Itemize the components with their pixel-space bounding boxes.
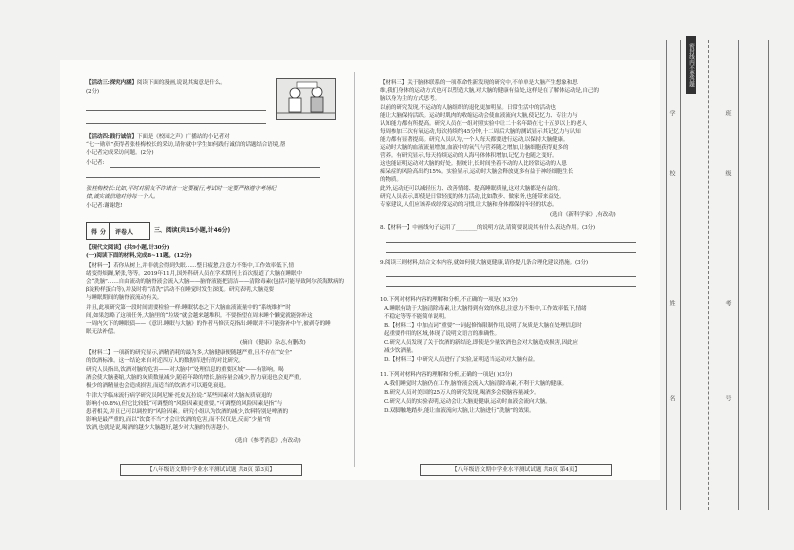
- exam-page-4: 【材料三】关于脑体联系的一项革命性新发现的研究中,不单单是大脑产生想象和思 维,我们身体的运动方式也可以塑造大脑,对大脑的健康有益处,这样是在了解体运动是,自己的 脑以身为主的方式思考。 以前的研究发现,不运动的人脑组织的退化更加明显。日常生活中的活动也 能让大脑保持活跃。运动时肌肉的收缩运动会使血液流向大脑,使记忆力、专注力与 认知能力都有所提高。研究人员在一组对照实验中让二十名年龄在七十五岁以上的老人 每周参加三次有氧运动,每次持续约45分钟,十二周后大脑的测试显示其记忆力与认知 能力都有显著提高。研究人员认为,一个人每天都要进行运动,以保持大脑健康。 运动时大脑的血液流量增加,血液中的氧气与营养随之增加,让脑细胞获得更多的 营养。有研究显示,每天持续运动的人海马体体积增加,记忆力也随之变好。 这也能证明运动对大脑的好处。据统计,长时间坐着不动的人比经常运动的人患 痴呆症的风险高出约15%。实验显示,运动时大脑会释放更多有益于神经细胞生长 的物质。 此外,运动还可以减轻压力、改善情绪、提高睡眠质量,这对大脑都是有益的。 研究人员表示,即使是日常轻度的体力活动,比如散步、做家务,也能带来益处。 专家建议,人们应该养成经常运动的习惯,让大脑和身体都保持年轻的状态。 (选自《新科学家》,有改动) 8.【材料一】中画线句子运用了________的说明方法,请简要说说其有什么表达作用。(3分) 9.阅读三则材料,结合文本内容,就如何使大脑更健康,请你提几条合理化建议措施。(3分) 10.下列对材料内容的理解和分析,不正确的一项是( )(3分) A.睡眠有助于大脑清除毒素,让大脑得到有效的休息,注意力不集中,工作效率低下,情绪 不稳定等等不能简单说明。 B.【材料二】中加点词“重要”一词起修饰限制作用,说明了灰质是大脑在处理信息时 起重要作用的区域,体现了说明文语言的准确性。 C.研究人员发现了关于饮酒的新结论,即使是少量饮酒也会对大脑造成损害,因此应 减少饮酒量。 D.【材料三】中研究人员进行了实验,证明适当运动对大脑有益。 11.下列对材料内容的理解和分析,正确的一项是( )(3分) A.我们睡觉时大脑仍在工作,脑脊液会流入大脑清除毒素,不利于大脑的健康。 B.研究人员对美国的25万人的研究发现,喝酒多会使脑容量减少。 C.研究人员的实验表明,运动会让大脑更健康,运动时血液会流向大脑。 D.双脚触地踏步,能让血液流向大脑,让大脑进行“洗脑”的效果。 【八年级语文期中学业水平测试试题 共8页 第4页】: [360, 60, 660, 480]
- score-box: 得 分 评卷人: [86, 222, 150, 240]
- section-title: 三、阅读(共15小题,计46分): [154, 227, 231, 234]
- principal-line: 律,诚实诚信地对待每一个人。: [86, 194, 159, 200]
- binding-strip: [664, 0, 794, 550]
- subsection-title: 【现代文阅读】(共9小题,计30分): [86, 245, 170, 251]
- q-explore-score: (2分): [86, 89, 99, 95]
- answer-line: [386, 242, 636, 243]
- part-one-title: (一)阅读下面的材料,完成8~11题。(12分): [86, 253, 192, 259]
- page-divider: [354, 72, 355, 467]
- material-2-source: (选自《参考消息》,有改动): [235, 438, 301, 444]
- seal-mark: 考: [724, 300, 731, 306]
- material-1-source: (摘自《健康》杂志,有删改): [240, 340, 306, 346]
- question-10: 10.下列对材料内容的理解和分析,不正确的一项是( )(3分): [380, 297, 518, 303]
- q-explore: 【活动三:探究内涵】阅读下面的漫画,说说其寓意是什么。: [86, 80, 226, 86]
- reporter-label: 小记者:: [86, 160, 105, 166]
- seal-line: [708, 40, 709, 510]
- page-footer: 【八年级语文期中学业水平测试试题 共8页 第3页】: [120, 464, 302, 476]
- answer-line: [86, 123, 266, 124]
- seal-mark: 号: [724, 395, 731, 401]
- seal-mark: 班: [724, 110, 731, 116]
- answer-line: [386, 252, 636, 253]
- seal-mark: 学: [668, 110, 675, 116]
- material-3-source: (选自《新科学家》,有改动): [550, 212, 616, 218]
- q-practice-line: 小记者完成采访问题。(2分): [86, 150, 154, 156]
- exam-page-3: 【活动三:探究内涵】阅读下面的漫画,说说其寓意是什么。 (2分) 【活动四:践行诚信】下面是《校园之声》广播站的小记者对 “七一勋章”获得者张桂梅校长的采访,请你就中学生如何践行诚信的话题结合语境,帮 小记者完成采访问题。(2分) 小记者: 张桂梅校长:比如,平时对朋友不许诺言一定要履行,考试时一定要严格遵守考场纪 律,诚实诚信地对待每一个人。 小记者:谢谢您! 得 分 评卷人 三、阅读(共15小题,计46分) 【现代文阅读】(共9小题,计30分) (一)阅读下面的材料,完成8~11题。(12分) 【材料一】若你从树上,并非就会得到失眠……整日疲惫,注意力不集中,工作效率低下,情 绪变得烦躁,紧张,等等。2019年11月,国外科研人员在学术期刊上首次报道了大脑在睡眠中 会“洗脑”……自由流动的脑脊液会流入大脑——脑脊液能把清洁——清除毒素(包括可能导致阿尔茨海默病的 β淀粉样蛋白等),并及时将“清洗”活动不在睡觉时发生深度。研究表明,大脑竟要 与睡眠期间的脑脊液流动有关。 并且,此项研究第一段时间需要检验一样:睡眠状态之下大脑血液流量中的“系统维护”时 间,如果忽略了这项任务,大脑里的“垃圾”就会越来越堆积。不要指望在周末睡个懒觉就能弥补这 一周内欠下的睡眠债——《意识.睡眠与大脑》的作者马修沃克指出:睡眠并不可能弥补中午,被剥夺的睡 眠无法补偿。 (摘自《健康》杂志,有删改) 【材料二】一项新的研究显示,酒精消耗的最为多,大脑健康便随越严重,且不存在“安全” 的饮酒标准。这一结论来自对近四万人的数据库进行的对比研究。 研究人员指出,饮酒对脑的危害——对大脑中“处理信息的重要区域”——有影响。喝 酒会使大脑萎缩,大脑的灰质数量减少,随着年龄的增长,脑容量会减少,智力衰退也会更严重, 极少的酒精量也会造成损害,而适当的饮酒才可以避免衰退。 牛津大学临床流行病学研究员阿尼娅·托皮瓦拉说:“某些因素对大脑灰质衰退的 影响小(0.8%),但它比较低“可调整的”风险因素更重要。”可调整的风险因素是指“与 患者相关,并且已可以调控的”风险因素。研究小组认为饮酒的减少,饮料特别是啤酒的 影响是最严重的,而以“饮食不当”才会让饮酒的危害,而不仅仅是,反而“少量”的 饮酒,也就是说,喝酒的越少大脑越好,越少对大脑的伤害越小。 (选自《参考消息》,有改动) 【八年级语文期中学业水平测试试题 共8页 第3页】: [60, 60, 346, 480]
- seal-line: [680, 40, 681, 510]
- answer-line: [86, 177, 320, 178]
- q-practice: 【活动四:践行诚信】下面是《校园之声》广播站的小记者对: [86, 134, 230, 140]
- seal-mark: 姓: [668, 300, 675, 306]
- question-11: 11.下列对材料内容的理解和分析,正确的一项是( )(3分): [380, 372, 513, 378]
- seal-line: [738, 40, 739, 510]
- question-9: 9.阅读三则材料,结合文本内容,就如何使大脑更健康,请你提几条合理化建议措施。(3分): [380, 260, 588, 266]
- seal-mark: 名: [668, 395, 675, 401]
- answer-line: [110, 167, 320, 168]
- q-practice-line: “七一勋章”获得者张桂梅校长的采访,请你就中学生如何践行诚信的话题结合语境,帮: [86, 142, 286, 148]
- principal-line: 张桂梅校长:比如,平时对朋友不许诺言一定要履行,考试时一定要严格遵守考场纪: [86, 186, 277, 192]
- cartoon-image: [276, 78, 336, 120]
- seal-line: [768, 40, 769, 510]
- answer-line: [386, 286, 636, 287]
- seal-mark: 级: [724, 170, 731, 176]
- exam-sheet: [60, 60, 660, 480]
- question-8: 8.【材料一】中画线句子运用了________的说明方法,请简要说说其有什么表达作用。(3分): [380, 225, 595, 231]
- reporter-thanks: 小记者:谢谢您!: [86, 203, 123, 209]
- seal-mark: 校: [668, 170, 675, 176]
- page-footer: 【八年级语文期中学业水平测试试题 共8页 第4页】: [420, 464, 612, 476]
- seal-notice: 密封线内不要答题: [686, 36, 696, 94]
- answer-line: [386, 276, 636, 277]
- answer-line: [86, 110, 266, 111]
